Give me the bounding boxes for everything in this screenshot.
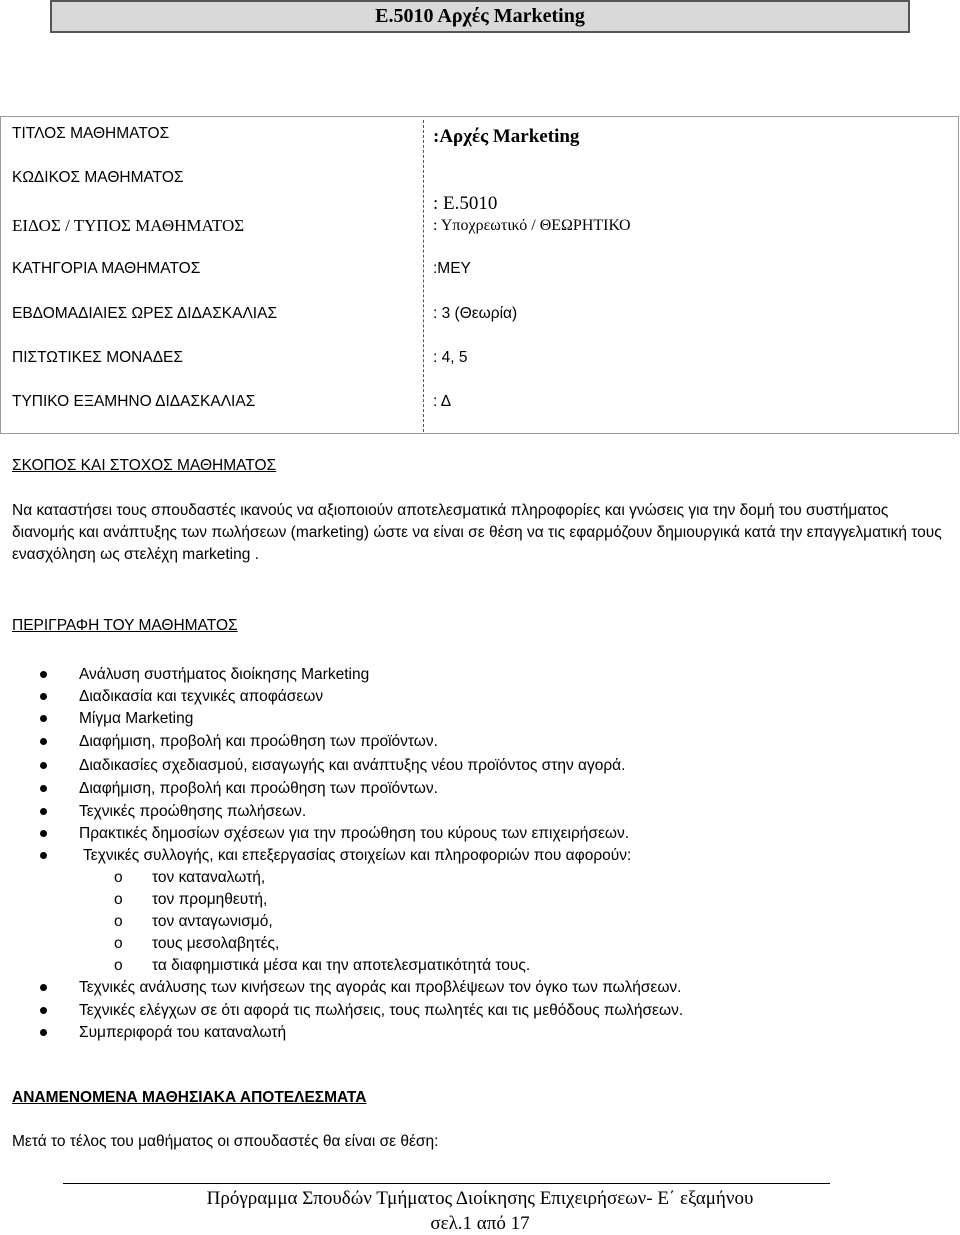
page-number: σελ.1 από 17	[430, 1213, 530, 1234]
info-label-code: ΚΩΔΙΚΟΣ ΜΑΘΗΜΑΤΟΣ	[12, 169, 184, 186]
bullet-icon	[40, 852, 47, 859]
info-value-title: :Αρχές Marketing	[433, 126, 580, 147]
list-item-text: Διαδικασία και τεχνικές αποφάσεων	[79, 688, 324, 705]
sub-list-item-text: τον προμηθευτή,	[152, 891, 268, 908]
bullet-icon	[40, 808, 47, 815]
info-label-semester: ΤΥΠΙΚΟ ΕΞΑΜΗΝΟ ΔΙΔΑΣΚΑΛΙΑΣ	[12, 393, 256, 410]
sub-list-item-text: τους μεσολαβητές,	[152, 935, 280, 952]
info-label-weekly-hours: ΕΒΔΟΜΑΔΙΑΙΕΣ ΩΡΕΣ ΔΙΔΑΣΚΑΛΙΑΣ	[12, 305, 278, 322]
list-item-text: Τεχνικές ανάλυσης των κινήσεων της αγοράς και προβλέψεων τον όγκο των πωλήσεων.	[79, 979, 682, 996]
list-item-text: Συμπεριφορά του καταναλωτή	[79, 1024, 287, 1041]
document-title: Ε.5010 Αρχές Marketing	[375, 5, 585, 27]
info-value-category: :ΜΕΥ	[433, 260, 471, 277]
list-item-text: Διαφήμιση, προβολή και προώθηση των προϊόντων.	[79, 733, 438, 750]
list-item-text: Πρακτικές δημοσίων σχέσεων για την προώθηση του κύρους των επιχειρήσεων.	[79, 825, 630, 842]
sub-list-item-text: τον ανταγωνισμό,	[152, 913, 273, 930]
info-value-type: : Υποχρεωτικό / ΘΕΩΡΗΤΙΚΟ	[433, 217, 631, 234]
bullet-icon	[40, 1007, 47, 1014]
circle-bullet-icon: o	[114, 891, 123, 908]
info-column-divider	[423, 120, 424, 432]
footer-program: Πρόγραμμα Σπουδών Τμήματος Διοίκησης Επιχειρήσεων- Ε΄ εξαμήνου	[206, 1188, 754, 1209]
info-label-type: ΕΙΔΟΣ / ΤΥΠΟΣ ΜΑΘΗΜΑΤΟΣ	[12, 216, 245, 235]
list-item-text: Διαφήμιση, προβολή και προώθηση των προϊόντων.	[79, 780, 438, 797]
bullet-icon	[40, 738, 47, 745]
document-title-bar	[50, 0, 910, 33]
info-value-code: : Ε.5010	[433, 193, 498, 214]
bullet-icon	[40, 830, 47, 837]
bullet-icon	[40, 1029, 47, 1036]
list-item-text: Διαδικασίες σχεδιασμού, εισαγωγής και ανάπτυξης νέου προϊόντος στην αγορά.	[79, 757, 626, 774]
bullet-icon	[40, 762, 47, 769]
circle-bullet-icon: o	[114, 913, 123, 930]
aim-paragraph: Να καταστήσει τους σπουδαστές ικανούς να αξιοποιούν αποτελεσματικά πληροφορίες και γνώσεις για την δομή του συστήματος διανομής και ανάπτυξης των πωλήσεων (marketing) ώστε να είναι σε θέση να τις εφαρμόζουν δημιουργικά κατά την επαγγελματική τους ενασχόληση ως στελέχη marketing .	[12, 502, 942, 563]
circle-bullet-icon: o	[114, 957, 123, 974]
info-value-credits: : 4, 5	[433, 349, 468, 366]
aim-heading: ΣΚΟΠΟΣ ΚΑΙ ΣΤΟΧΟΣ ΜΑΘΗΜΑΤΟΣ	[12, 457, 277, 474]
sub-list-item-text: τα διαφημιστικά μέσα και την αποτελεσματικότητά τους.	[152, 957, 531, 974]
info-label-title: ΤΙΤΛΟΣ ΜΑΘΗΜΑΤΟΣ	[12, 125, 170, 142]
bullet-icon	[40, 693, 47, 700]
bullet-icon	[40, 715, 47, 722]
bullet-icon	[40, 785, 47, 792]
list-item-text: Μίγμα Marketing	[79, 710, 194, 727]
info-label-category: ΚΑΤΗΓΟΡΙΑ ΜΑΘΗΜΑΤΟΣ	[12, 260, 201, 277]
description-heading: ΠΕΡΙΓΡΑΦΗ ΤΟΥ ΜΑΘΗΜΑΤΟΣ	[12, 617, 238, 634]
sub-list-item-text: τον καταναλωτή,	[152, 869, 266, 886]
footer-divider	[63, 1183, 830, 1184]
info-value-semester: : Δ	[433, 393, 452, 410]
circle-bullet-icon: o	[114, 935, 123, 952]
info-label-credits: ΠΙΣΤΩΤΙΚΕΣ ΜΟΝΑΔΕΣ	[12, 349, 183, 366]
info-value-weekly-hours: : 3 (Θεωρία)	[433, 305, 518, 322]
list-item-text: Τεχνικές προώθησης πωλήσεων.	[79, 803, 307, 820]
list-item-text: Τεχνικές ελέγχων σε ότι αφορά τις πωλήσεις, τους πωλητές και τις μεθόδους πωλήσεων.	[79, 1002, 684, 1019]
outcomes-intro: Μετά το τέλος του μαθήματος οι σπουδαστές θα είναι σε θέση:	[12, 1133, 439, 1150]
circle-bullet-icon: o	[114, 869, 123, 886]
bullet-icon	[40, 984, 47, 991]
bullet-icon	[40, 671, 47, 678]
outcomes-heading: ΑΝΑΜΕΝΟΜΕΝΑ ΜΑΘΗΣΙΑΚΑ ΑΠΟΤΕΛΕΣΜΑΤΑ	[12, 1089, 367, 1106]
list-item-text: Τεχνικές συλλογής, και επεξεργασίας στοιχείων και πληροφοριών που αφορούν:	[79, 847, 632, 864]
list-item-text: Ανάλυση συστήματος διοίκησης Marketing	[79, 666, 370, 683]
